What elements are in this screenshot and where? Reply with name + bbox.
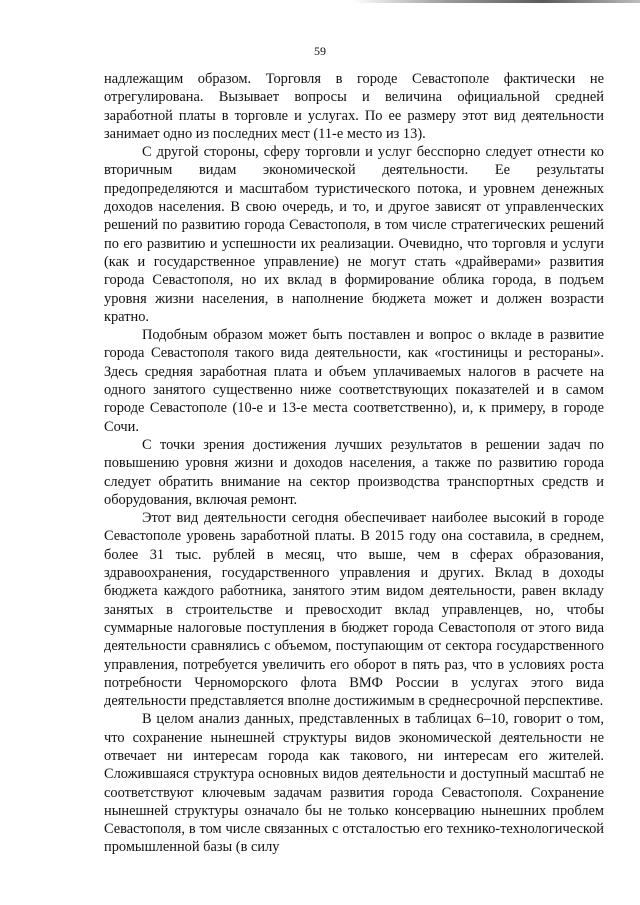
page-number: 59 <box>314 44 326 58</box>
paragraph-4: С точки зрения достижения лучших результатов в решении задач по повышению уровня жизни и доходов населения, а также по развитию города следует обратить внимание на сектор производства транспортных средств и оборудования, включая ремонт. <box>104 436 604 508</box>
paragraph-2: С другой стороны, сферу торговли и услуг бесспорно следует отнести ко вторичным видам экономической деятельности. Ее результаты предопределяются и масштабом туристического потока, и уровнем денежных доходов населения. В свою очередь, и то, и другое зависят от управленческих решений по развитию города Севастополя, в том числе стратегических решений по его развитию и успешности их реализации. Очевидно, что торговля и услуги (как и государственное управление) не могут стать «драйверами» развития города Севастополя, но их вклад в формирование облика города, в подъем уровня жизни населения, в наполнение бюджета может и должен возрасти кратно. <box>104 144 604 325</box>
scan-edge-artifact <box>0 0 640 3</box>
paragraph-5: Этот вид деятельности сегодня обеспечивает наиболее высокий в городе Севастополе уровень заработной платы. В 2015 году она составила, в среднем, более 31 тыс. рублей в месяц, что выше, чем в сферах образования, здравоохранения, государственного управления и других. Вклад в доходы бюджета каждого работника, занятого этим видом деятельности, равен вкладу занятых в строительстве и превосходит вклад управленцев, но, чтобы суммарные налоговые поступления в бюджет города Севастополя от этого вида деятельности сравнялись с объемом, поступающим от сектора государственного управления, потребуется увеличить его оборот в пять раз, что в условиях роста потребности Черноморского флота ВМФ России в услугах этого вида деятельности представляется вполне достижимым в среднесрочной перспективе. <box>104 510 604 710</box>
document-body <box>104 70 604 857</box>
paragraph-1: надлежащим образом. Торговля в городе Севастополе фактически не отрегулирована. Вызывает вопросы и величина официальной средней заработной платы в торговле и услугах. По ее размеру этот вид деятельности занимает одно из последних мест (11-е место из 13). <box>104 71 604 142</box>
paragraph-3: Подобным образом может быть поставлен и вопрос о вкладе в развитие города Севастополя такого вида деятельности, как «гостиницы и рестораны». Здесь средняя заработная плата и объем уплачиваемых налогов в расчете на одного занятого существенно ниже соответствующих показателей и в самом городе Севастополе (10-е и 13-е места соответственно), и, к примеру, в городе Сочи. <box>104 327 604 435</box>
paragraph-6: В целом анализ данных, представленных в таблицах 6–10, говорит о том, что сохранение нынешней структуры видов экономической деятельности не отвечает ни интересам города как такового, ни интересам его жителей. Сложившаяся структура основных видов деятельности и доступный масштаб не соответствуют ключевым задачам развития города Севастополя. Сохранение нынешней структуры означало бы не только консервацию нынешних проблем Севастополя, в том числе связанных с отсталостью его технико-технологической промышленной базы (в силу <box>104 711 604 856</box>
